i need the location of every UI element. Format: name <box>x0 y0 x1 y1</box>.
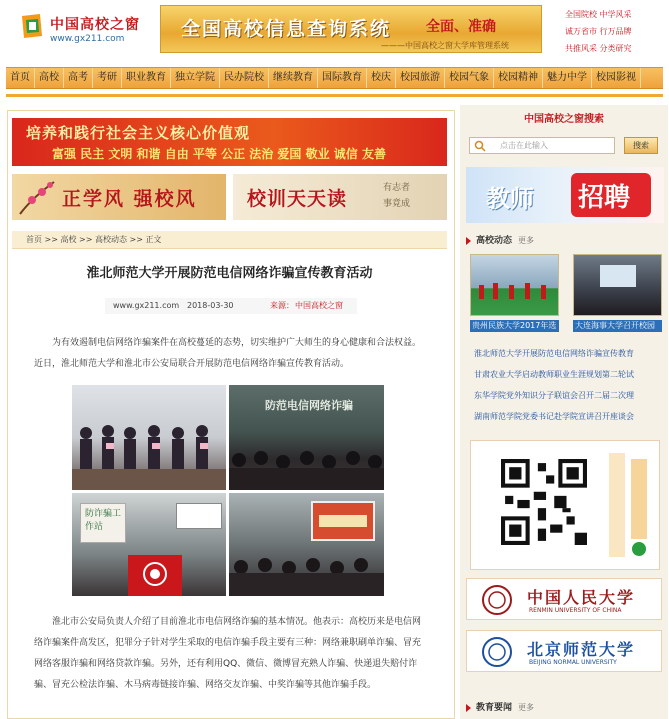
article-paragraph-2: 淮北市公安局负责人介绍了目前淮北市电信网络诈骗的基本情况。他表示：高校历来是电信网络诈骗案件高发区，犯罪分子针对学生采取的电信诈骗手段主要有三种：网络兼职刷单诈骗、冒充网络客服诈骗和网络贷款诈骗。另外，还有利用QQ、微信、微博冒充熟人诈骗、快递退失赔付诈骗、冒充公检法诈骗、木马病毒链接诈骗、网络交友诈骗、中奖诈骗等其他诈骗手段。 <box>34 617 422 690</box>
site-header <box>0 0 669 62</box>
article-source-label: 来源： <box>270 301 294 310</box>
edu-news-title: 教育要闻 <box>476 703 513 713</box>
core-values-list: 富强 民主 文明 和谐 自由 平等 公正 法治 爱国 敬业 诚信 友善 <box>52 147 386 161</box>
teacher-recruit-banner[interactable] <box>466 167 664 223</box>
nav-international[interactable]: 国际教育 <box>318 68 367 88</box>
article-date: 2018-03-30 <box>187 301 234 310</box>
nav-home[interactable]: 首页 <box>6 68 35 88</box>
banner-slogan: 全面、准确 <box>426 19 496 35</box>
bnu-emblem-icon <box>481 636 513 668</box>
blackboard-text: 防范电信网络诈骗 <box>265 399 353 412</box>
nav-independent[interactable]: 独立学院 <box>171 68 220 88</box>
logo-title: 中国高校之窗 <box>50 17 140 33</box>
nav-travel[interactable]: 校园旅游 <box>396 68 445 88</box>
recruit-text-a: 教师 <box>486 185 534 213</box>
qr-code-icon <box>501 459 587 545</box>
photo-students-reading <box>72 385 226 490</box>
banner-subtitle: ———中国高校之窗大学库管理系统 <box>381 41 509 50</box>
header-banner[interactable] <box>160 5 542 53</box>
nav-weather[interactable]: 校园气象 <box>445 68 494 88</box>
core-values-title: 培养和践行社会主义核心价值观 <box>26 124 251 142</box>
renmin-university-ad[interactable] <box>466 578 662 620</box>
meeting-screen <box>600 265 636 287</box>
recruit-text-b: 招聘 <box>578 183 631 213</box>
dynamics-thumb-2[interactable] <box>573 254 662 316</box>
dynamics-thumb-1[interactable] <box>470 254 559 316</box>
presentation-slide <box>319 515 367 527</box>
nav-film[interactable]: 校园影视 <box>592 68 641 88</box>
booth-sign: 防诈骗工作站 <box>80 503 126 543</box>
school-emblem-icon <box>142 561 168 587</box>
nav-continuing[interactable]: 继续教育 <box>269 68 318 88</box>
article-paragraph-1: 为有效遏制电信网络诈骗案件在高校蔓延的态势，切实维护广大师生的身心健康和合法权益。近日，淮北师范大学和淮北市公安局联合开展防范电信网络诈骗宣传教育活动。 <box>34 338 422 369</box>
dynamics-header <box>466 233 664 249</box>
uni1-name: 中国人民大学 <box>527 588 636 607</box>
photo-anti-fraud-booth <box>72 493 226 596</box>
motto-side <box>383 180 410 212</box>
dynamics-more-link[interactable]: 更多 <box>518 236 535 245</box>
search-icon <box>474 140 486 152</box>
nav-private[interactable]: 民办院校 <box>220 68 269 88</box>
motto-text: 校训天天读 <box>247 188 348 210</box>
article-title: 淮北师范大学开展防范电信网络诈骗宣传教育活动 <box>86 266 373 281</box>
uni2-name: 北京师范大学 <box>527 640 636 659</box>
article-photo <box>72 385 384 596</box>
article-site: www.gx211.com <box>113 301 180 310</box>
nav-gaoxiao[interactable]: 高校 <box>35 68 64 88</box>
top-link[interactable]: 诚万省市 行万品牌 <box>565 27 632 36</box>
beijing-normal-ad[interactable] <box>466 630 662 672</box>
search-input[interactable]: 点击在此输入 <box>469 137 615 154</box>
article-meta <box>105 298 357 314</box>
breadcrumb[interactable]: 首页 >> 高校 >> 高校动态 >> 正文 <box>12 231 447 249</box>
study-style-banner[interactable] <box>12 174 226 220</box>
news-link[interactable]: 甘肃农业大学启动教师职业生涯规划第二轮试 <box>474 370 634 379</box>
bullet-icon <box>466 704 471 712</box>
top-links <box>565 6 665 57</box>
logo-url: www.gx211.com <box>50 34 125 44</box>
uni1-en: RENMIN UNIVERSITY OF CHINA <box>529 607 622 614</box>
qr-decoration-icon <box>605 449 655 561</box>
nav-middle-school[interactable]: 魅力中学 <box>543 68 592 88</box>
edu-news-header <box>466 700 664 716</box>
nav-vocational[interactable]: 职业教育 <box>122 68 171 88</box>
banner-title: 全国高校信息查询系统 <box>181 18 392 40</box>
qr-code-ad[interactable] <box>470 440 660 570</box>
core-values-banner[interactable] <box>12 118 447 166</box>
people-icon <box>72 385 226 490</box>
top-link[interactable]: 共推风采 分类研究 <box>565 44 632 53</box>
news-link[interactable]: 东华学院党外知识分子联谊会召开二届二次理 <box>474 391 634 400</box>
news-link[interactable]: 湖南师范学院党委书记赴学院宣讲召开座谈会 <box>474 412 634 421</box>
uni2-en: BEIJING NORMAL UNIVERSITY <box>529 659 617 666</box>
motto-side-line: 事竟成 <box>383 199 411 209</box>
photo-classroom-lecture <box>229 385 384 490</box>
audience-icon <box>229 440 384 490</box>
renmin-emblem-icon <box>481 584 513 616</box>
study-style-text: 正学风 强校风 <box>62 188 197 210</box>
news-link[interactable]: 淮北师范大学开展防范电信网络诈骗宣传教育 <box>474 349 634 358</box>
motto-banner[interactable] <box>233 174 447 220</box>
edu-news-more-link[interactable]: 更多 <box>518 703 535 712</box>
nav-divider <box>6 94 663 97</box>
projector-screen <box>176 503 222 529</box>
nav-spirit[interactable]: 校园精神 <box>494 68 543 88</box>
main-nav <box>6 67 663 89</box>
top-link[interactable]: 全国院校 中学风采 <box>565 10 632 19</box>
photo-lecture-hall <box>229 493 384 596</box>
site-logo[interactable] <box>20 12 150 50</box>
students-seated-icon <box>229 553 384 596</box>
nav-kaoyan[interactable]: 考研 <box>93 68 122 88</box>
dynamics-title: 高校动态 <box>476 236 513 246</box>
motto-side-line: 有志者 <box>383 183 411 193</box>
dynamics-thumb-caption[interactable]: 大连海事大学召开校园 <box>573 320 662 332</box>
search-title: 中国高校之窗搜索 <box>524 114 604 125</box>
nav-gaokao[interactable]: 高考 <box>64 68 93 88</box>
nav-anniversary[interactable]: 校庆 <box>367 68 396 88</box>
track-runners-icon <box>471 255 559 316</box>
article-source: 中国高校之窗 <box>295 301 343 310</box>
plum-blossom-icon <box>18 178 58 216</box>
logo-mark-icon <box>20 12 46 40</box>
dynamics-thumb-caption[interactable]: 贵州民族大学2017年选 <box>470 320 559 332</box>
bullet-icon <box>466 237 471 245</box>
search-button[interactable]: 搜索 <box>624 137 658 154</box>
